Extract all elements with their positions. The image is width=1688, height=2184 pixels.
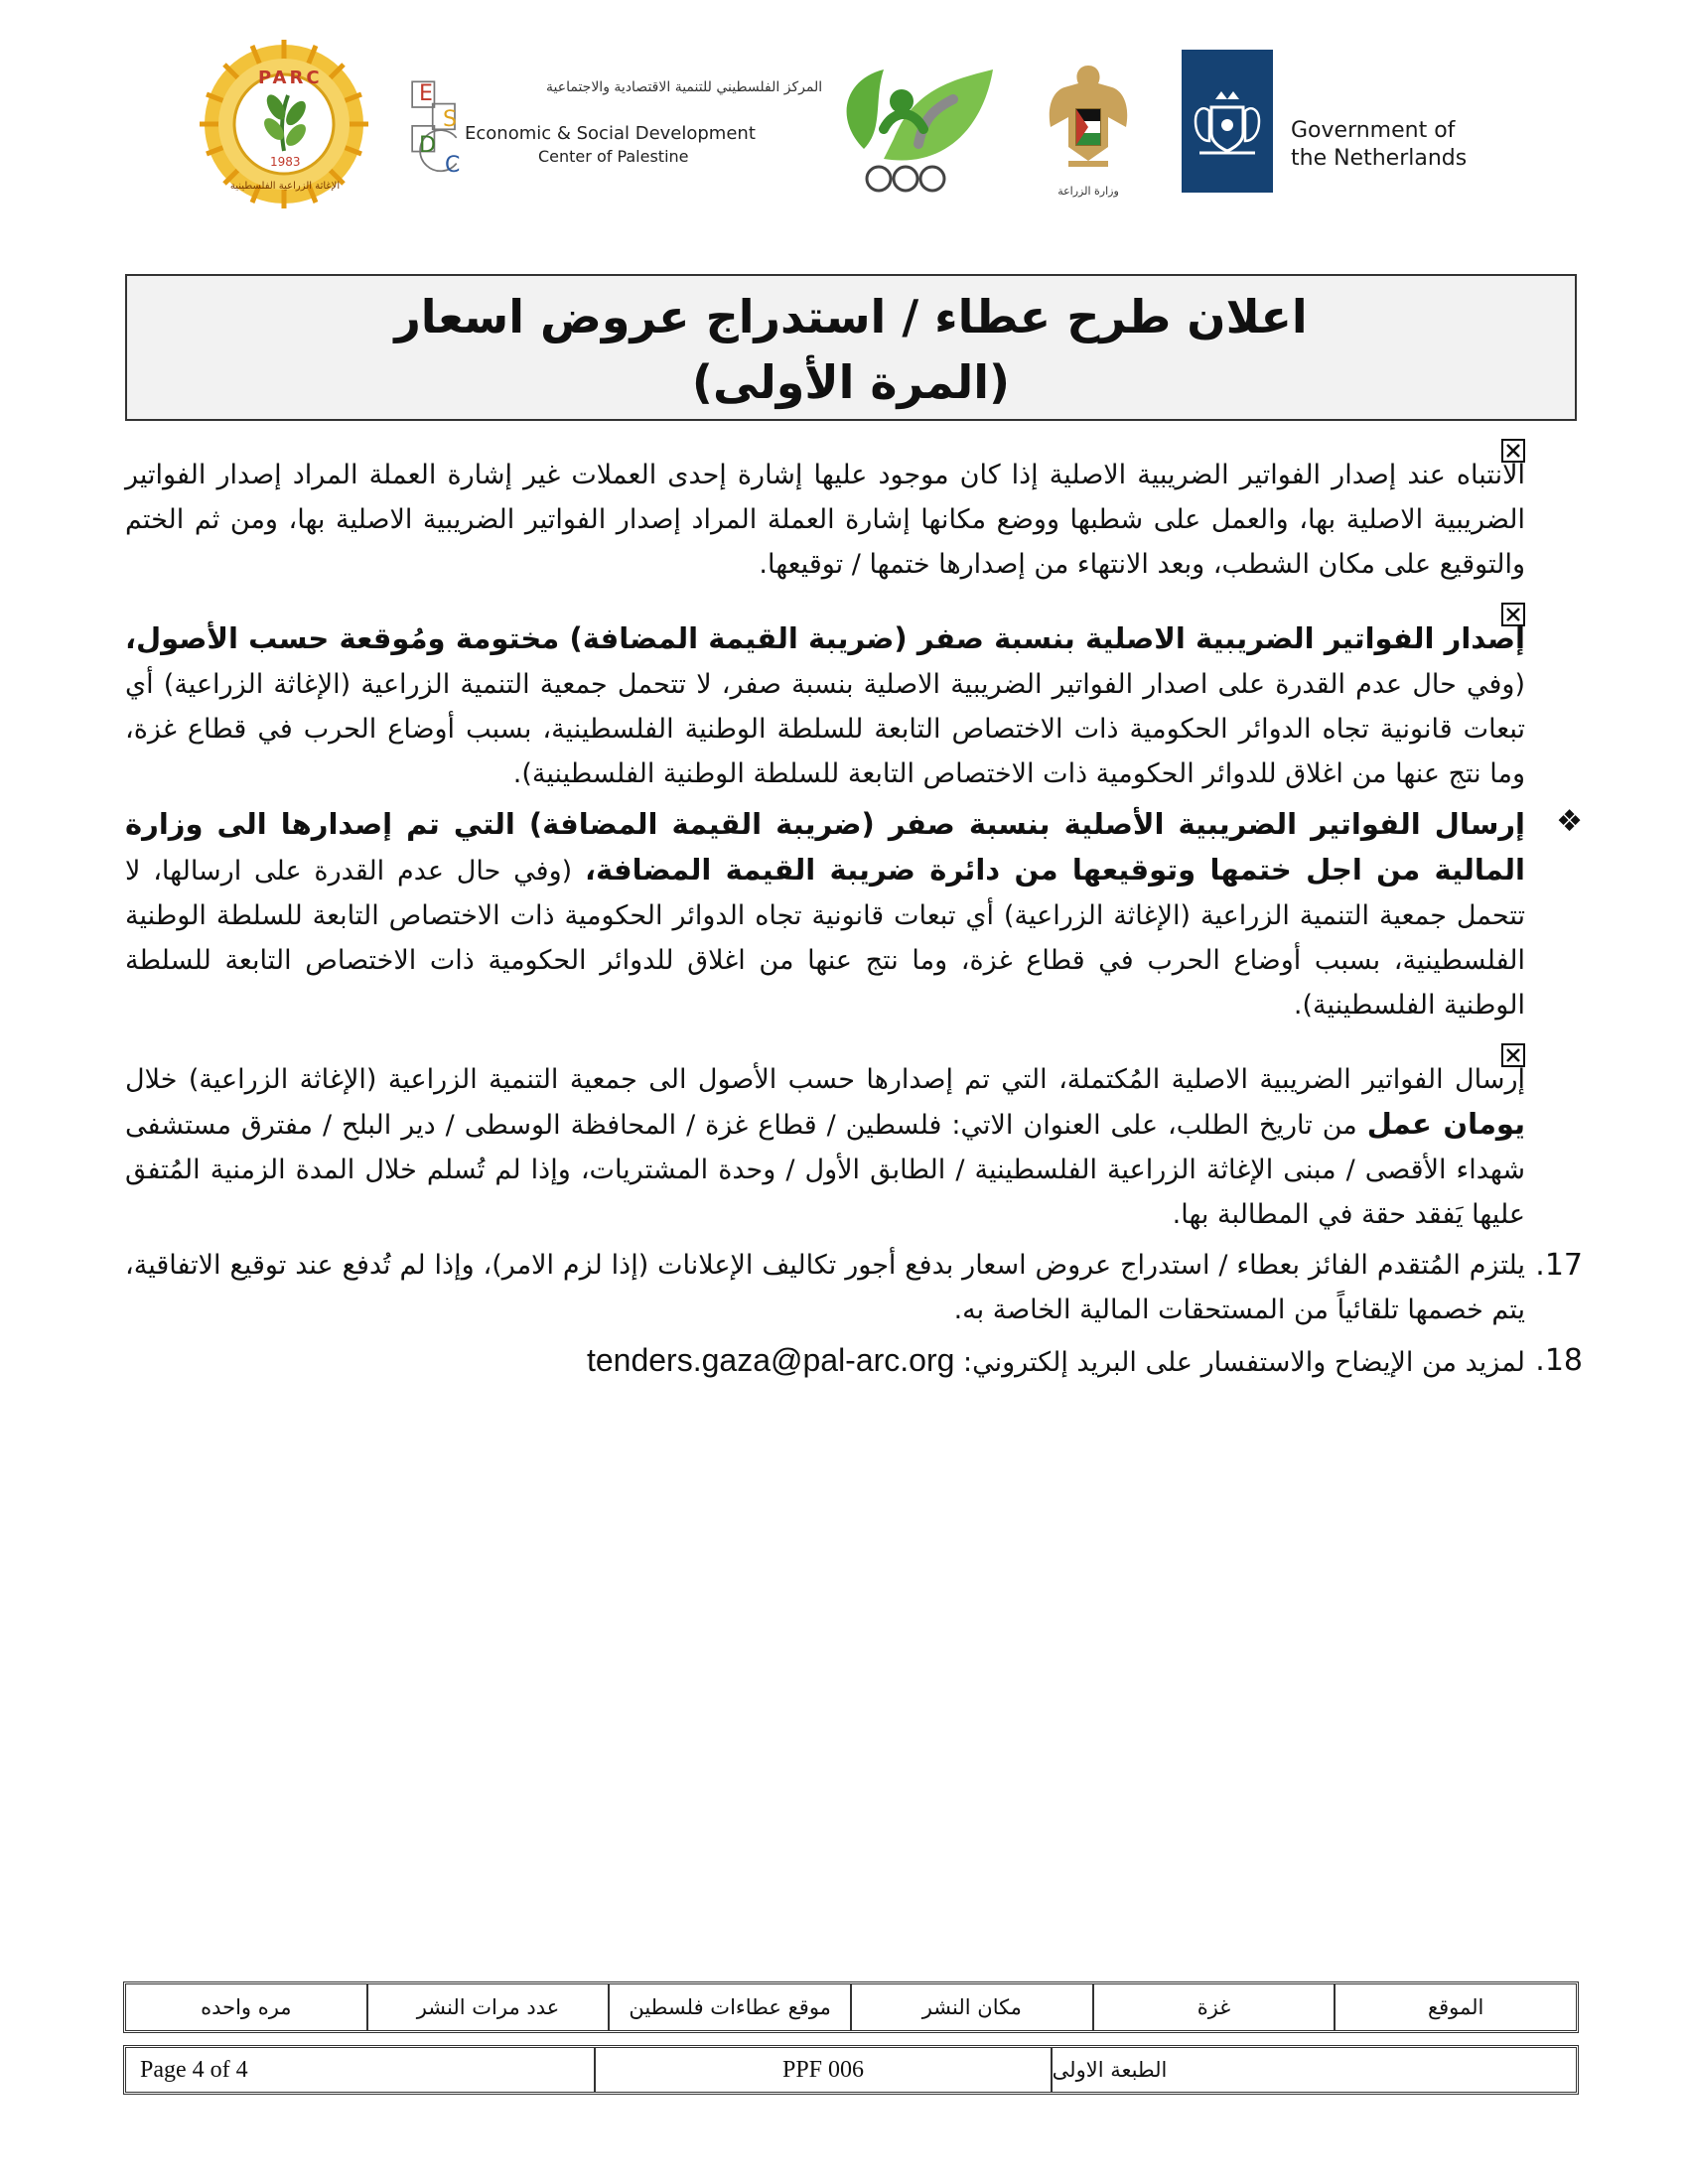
leaf-person-icon (824, 50, 1013, 199)
numbered-item-18 (125, 1338, 1583, 1385)
parc-logo (185, 40, 383, 208)
ministry-caption: وزارة الزراعة (1057, 185, 1119, 198)
contact-email-link[interactable]: tenders.gaza@pal-arc.org (586, 1342, 955, 1378)
esdc-english-line2: Center of Palestine (538, 147, 689, 166)
item-text: لمزيد من الإيضاح والاستفسار على البريد إلكتروني: (954, 1347, 1525, 1378)
esdc-letter-d: D (419, 133, 436, 158)
list-item (125, 593, 1583, 796)
footer-cell-publish-count-value: مره واحده (201, 1995, 292, 2019)
list-item (125, 802, 1583, 1027)
item-text: (وفي حال عدم القدرة على اصدار الفواتير الضريبية الاصلية بنسبة صفر، لا تتحمل جمعية التنمية الزراعية (الإغاثة الزراعية) أي تبعات قانونية تجاه الدوائر الحكومية ذات الاختصاص التابعة للسلطة الوطنية الفلسطينية، بسبب أوضاع الحرب في قطاع غزة، وما نتج عنها من اغلاق للدوائر الحكومية ذات الاختصاص التابعة للسلطة الوطنية الفلسطينية). (125, 669, 1525, 789)
nl-line1: Government of (1291, 118, 1456, 143)
footer-form-code: PPF 006 (594, 2048, 1050, 2092)
item-bold-text: إرسال الفواتير الضريبية الأصلية بنسبة صفر (ضريبة القيمة المضافة) التي تم إصدارها الى وزارة المالية من اجل ختمها وتوقيعها من دائرة ضريبة القيمة المضافة، (125, 807, 1526, 887)
item-text: يلتزم المُتقدم الفائز بعطاء / استدراج عروض اسعار بدفع أجور تكاليف الإعلانات (إذا لزم الامر)، وإذا لم تُدفع عند توقيع الاتفاقية، يتم خصمها تلقائياً من المستحقات المالية الخاصة به. (125, 1250, 1525, 1325)
footer-cell-publish-count-label: عدد مرات النشر (366, 1984, 609, 2030)
header-logos (179, 36, 1589, 214)
nl-line2: the Netherlands (1291, 146, 1468, 171)
list-item (125, 429, 1583, 587)
checkbox-x-icon (1501, 603, 1525, 626)
footer-cell-publish-place-label: مكان النشر (850, 1984, 1092, 2030)
item-number: .17 (1535, 1248, 1583, 1283)
numbered-item-17 (125, 1243, 1583, 1332)
footer-cell-location-value: غزة (1092, 1984, 1335, 2030)
page-title: اعلان طرح عطاء / استدراج عروض اسعار (394, 290, 1308, 343)
netherlands-coat-of-arms-icon (1182, 50, 1273, 193)
document-control-table (123, 2045, 1579, 2095)
esdc-letter-s: S (443, 107, 457, 132)
announcement-title-box (125, 274, 1577, 421)
page-subtitle: (المرة الأولى) (691, 355, 1011, 409)
footer-cell-location-label: الموقع (1334, 1984, 1576, 2030)
footer-edition: الطبعة الاولى (1051, 2048, 1576, 2092)
diamond-bullet-icon: ❖ (1556, 804, 1583, 839)
item-text: (وفي حال عدم القدرة على ارسالها، لا تتحمل جمعية التنمية الزراعية (الإغاثة الزراعية) أي تبعات قانونية تجاه الدوائر الحكومية ذات الاختصاص التابعة للسلطة الوطنية الفلسطينية، بسبب أوضاع الحرب في قطاع غزة، وما نتج عنها من اغلاق للدوائر الحكومية ذات الاختصاص التابعة للسلطة الوطنية الفلسطينية). (125, 856, 1525, 1021)
netherlands-government-text (1291, 117, 1467, 173)
announcement-body (125, 429, 1583, 1385)
esdc-english-line1: Economic & Social Development (465, 123, 756, 144)
ministry-agriculture-logo (1039, 58, 1138, 206)
footer-page-number: Page 4 of 4 (140, 2056, 248, 2083)
item-bold-text: يومان عمل (1366, 1107, 1525, 1141)
item-text: إرسال الفواتير الضريبية الاصلية المُكتملة، التي تم إصدارها حسب الأصول الى جمعية التنمية الزراعية (الإغاثة الزراعية) خلال (125, 1064, 1525, 1095)
parc-year: 1983 (270, 155, 301, 169)
item-bold-text: إصدار الفواتير الضريبية الاصلية بنسبة صفر (ضريبة القيمة المضافة) مختومة ومُوقعة حسب الأصول، (125, 621, 1525, 655)
esdc-letter-e: E (419, 81, 433, 106)
footer-cell-publish-place-value: موقع عطاءات فلسطين (608, 1984, 850, 2030)
item-text: من تاريخ الطلب، على العنوان الاتي: فلسطين / قطاع غزة / المحافظة الوسطى / دير البلح / مفترق مستشفى شهداء الأقصى / مبنى الإغاثة الزراعية الفلسطينية / الطابق الأول / وحدة المشتريات، وإذا لم تُسلم خلال المدة الزمنية المُتفق عليها يَفقد حقة في المطالبة بها. (125, 1110, 1525, 1230)
netherlands-emblem (1182, 50, 1273, 193)
esdc-logo (407, 75, 823, 185)
checkbox-x-icon (1501, 439, 1525, 463)
list-item (125, 1033, 1583, 1237)
parc-top-text: PARC (258, 68, 323, 88)
esdc-letter-c: C (445, 153, 461, 178)
item-text: الانتباه عند إصدار الفواتير الضريبية الاصلية إذا كان موجود عليها إشارة إحدى العملات غير إشارة العملة المراد إصدار الفواتير الضريبية الاصلية بها، والعمل على شطبها ووضع مكانها إشارة العملة المراد إصدار الفواتير الضريبية الاصلية بها، ومن ثم الختم والتوقيع على مكان الشطب، وبعد الانتهاء من إصدارها ختمها / توقيعها. (125, 460, 1525, 580)
green-leaf-logo (824, 50, 1013, 199)
item-number: .18 (1535, 1343, 1583, 1378)
parc-ring-text: الإغاثة الزراعية الفلسطينية (229, 181, 341, 192)
eagle-emblem-icon (1039, 58, 1138, 182)
checkbox-x-icon (1501, 1043, 1525, 1067)
publication-info-table (123, 1981, 1579, 2033)
esdc-arabic-name: المركز الفلسطيني للتنمية الاقتصادية والاجتماعية (546, 79, 823, 95)
